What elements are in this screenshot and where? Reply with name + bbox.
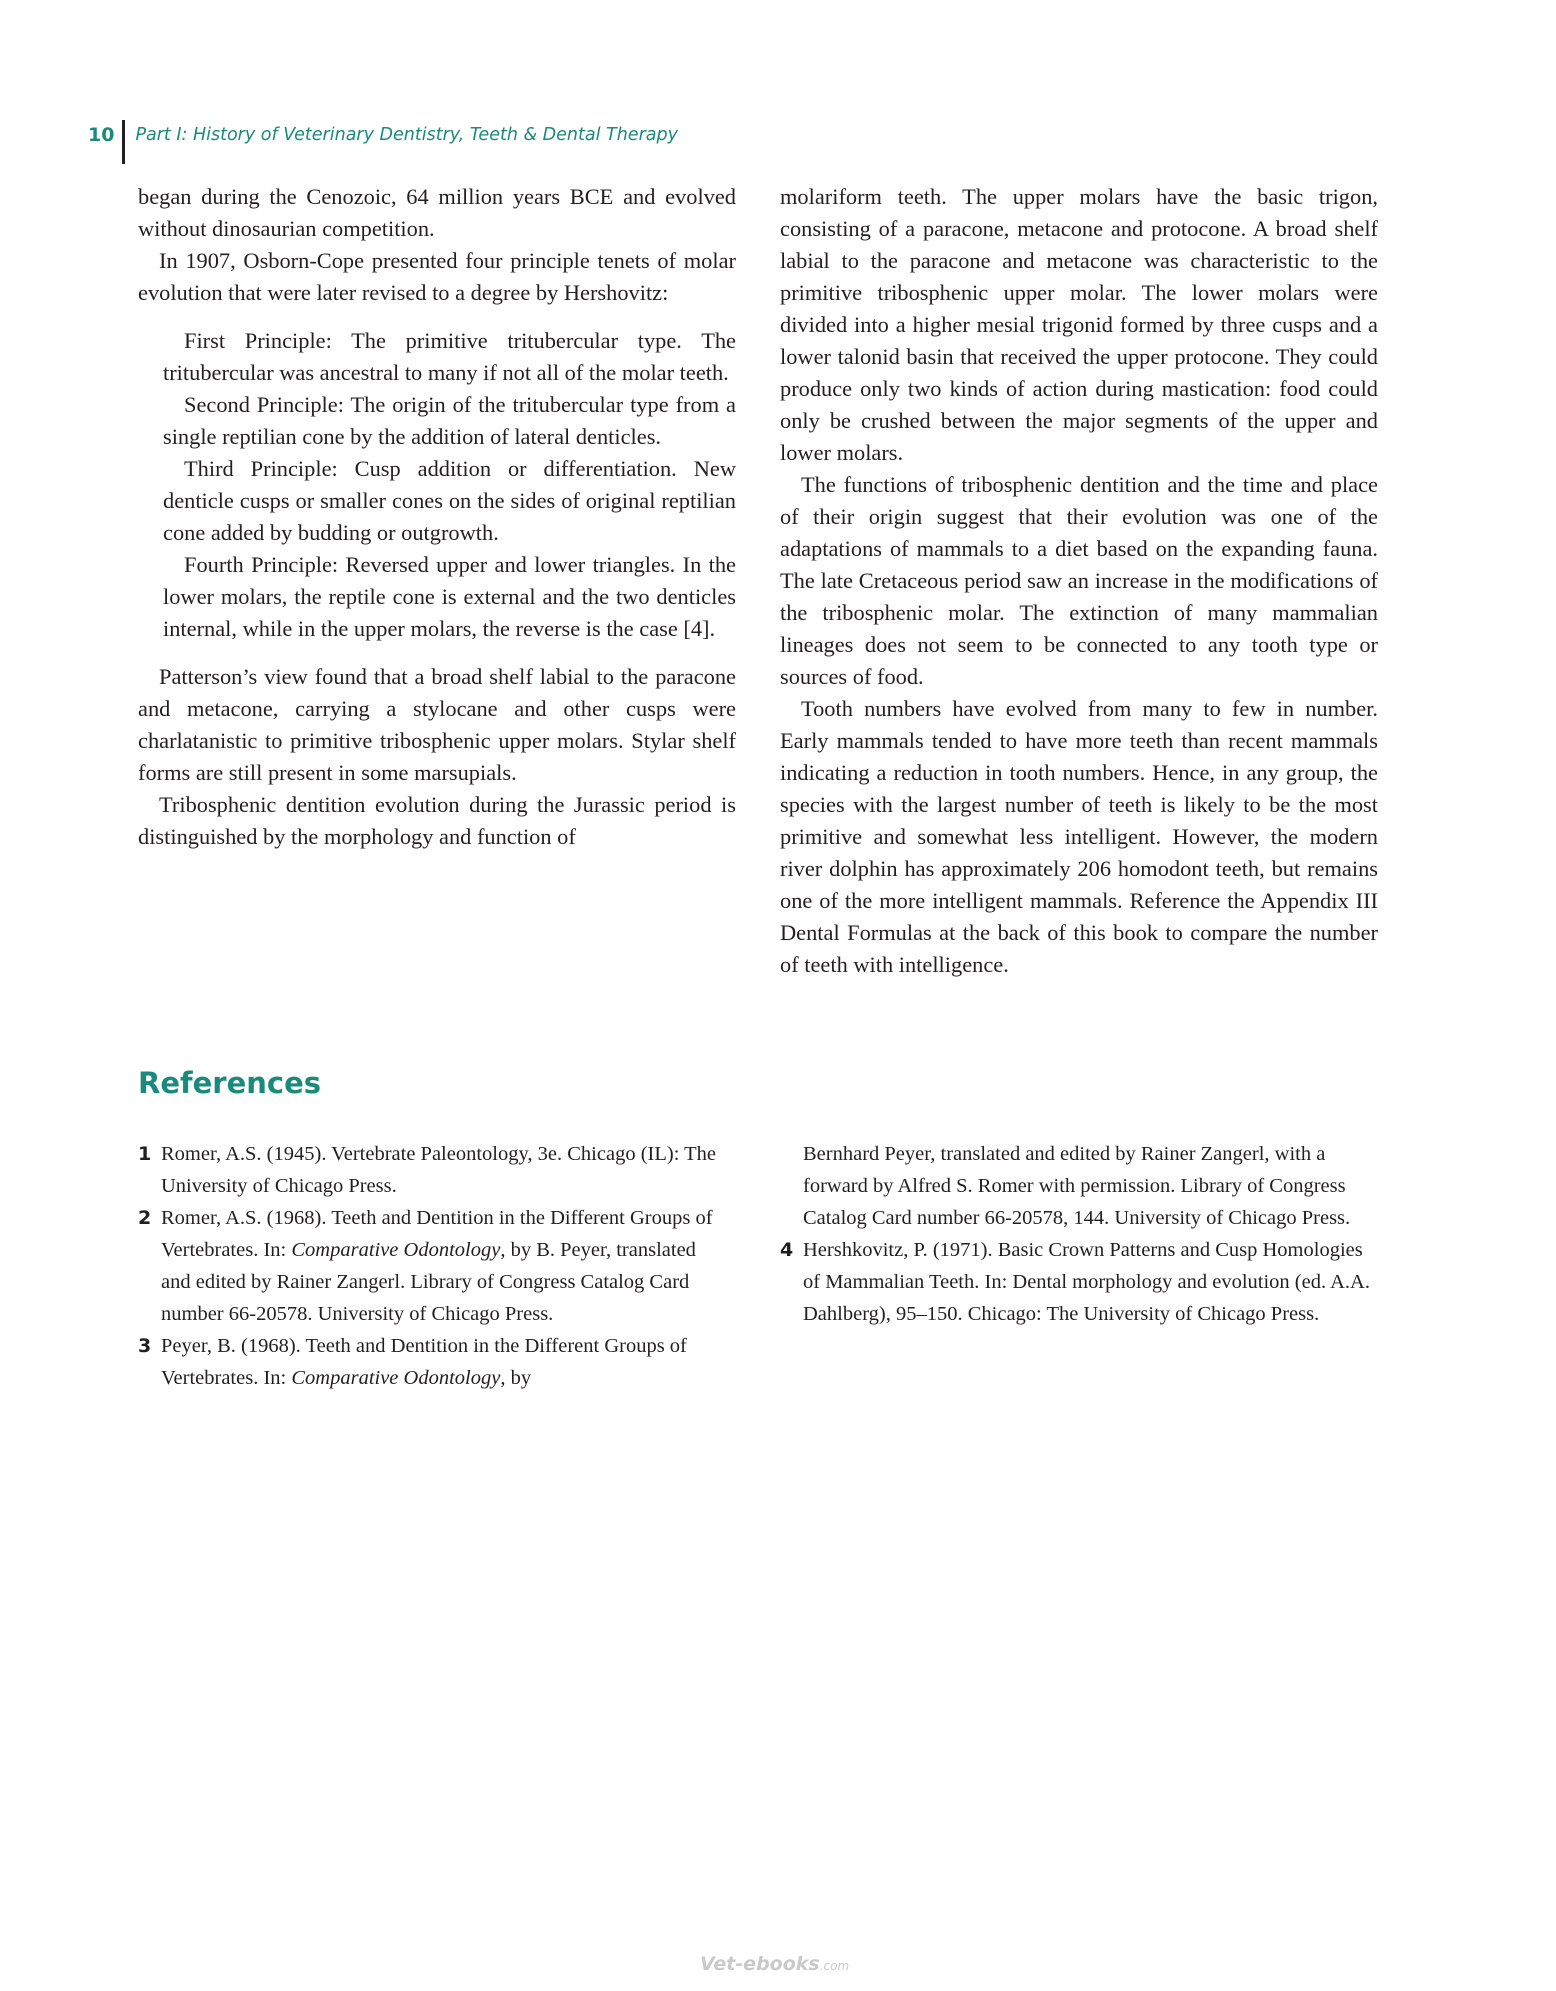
principle-item: Third Principle: Cusp addition or differentiation. New denticle cusps or smaller cones on the sides of original reptilian cone added by budding or outgrowth. bbox=[163, 456, 736, 545]
reference-number: 1 bbox=[138, 1143, 152, 1165]
reference-number: 4 bbox=[780, 1239, 794, 1261]
watermark-name: Vet-ebooks bbox=[700, 1953, 820, 1975]
left-column bbox=[138, 181, 736, 853]
watermark-logo bbox=[700, 1953, 849, 1975]
paragraph: Patterson’s view found that a broad shelf labial to the paracone and metacone, carrying a stylocane and other cusps were charlatanistic to primitive tribosphenic upper molars. Stylar shelf forms are still present in some marsupials. bbox=[138, 664, 736, 785]
header-divider bbox=[122, 120, 125, 164]
paragraph: In 1907, Osborn-Cope presented four principle tenets of molar evolution that were later revised to a degree by Hershovitz: bbox=[138, 248, 736, 305]
reference-text: Romer, A.S. (1945). Vertebrate Paleontology, 3e. Chicago (IL): The University of Chicago Press. bbox=[161, 1143, 717, 1197]
running-title: Part I: History of Veterinary Dentistry, Teeth & Dental Therapy bbox=[135, 125, 678, 145]
watermark-suffix: .com bbox=[819, 1959, 850, 1973]
reference-text: Hershkovitz, P. (1971). Basic Crown Patterns and Cusp Homologies of Mammalian Teeth. In: Dental morphology and evolution (ed. A.A. Dahlberg), 95–150. Chicago: The University of Chicago Press. bbox=[803, 1239, 1370, 1325]
reference-item bbox=[138, 1138, 726, 1202]
paragraph: began during the Cenozoic, 64 million years BCE and evolved without dinosaurian competition. bbox=[138, 184, 736, 241]
reference-item bbox=[138, 1330, 726, 1394]
references-left-column bbox=[138, 1138, 726, 1394]
reference-book-title: Comparative Odontology bbox=[291, 1239, 501, 1261]
references-right-column bbox=[780, 1138, 1370, 1330]
reference-item bbox=[780, 1234, 1370, 1330]
reference-text: Romer, A.S. (1968). Teeth and Dentition in the Different Groups of Vertebrates. In: bbox=[161, 1207, 713, 1261]
reference-text: Peyer, B. (1968). Teeth and Dentition in the Different Groups of Vertebrates. In: bbox=[161, 1335, 687, 1389]
paragraph: molariform teeth. The upper molars have the basic trigon, consisting of a paracone, metacone and protocone. A broad shelf labial to the paracone and metacone was characteristic to the primitive tribosphenic upper molar. The lower molars were divided into a higher mesial trigonid formed by three cusps and a lower talonid basin that received the upper protocone. They could produce only two kinds of action during mastication: food could only be crushed between the major segments of the upper and lower molars. bbox=[780, 184, 1378, 465]
reference-text: , by bbox=[500, 1367, 532, 1389]
reference-text: , by B. Peyer, translated and edited by Rainer Zangerl. Library of Congress Catalog Card number 66-20578. University of Chicago Press. bbox=[161, 1239, 696, 1325]
right-column bbox=[780, 181, 1378, 981]
reference-number: 2 bbox=[138, 1207, 152, 1229]
page-number: 10 bbox=[88, 124, 115, 146]
reference-book-title: Comparative Odontology bbox=[291, 1367, 501, 1389]
paragraph: The functions of tribosphenic dentition and the time and place of their origin suggest that their evolution was one of the adaptations of mammals to a diet based on the expanding fauna. The late Cretaceous period saw an increase in the modifications of the tribosphenic molar. The extinction of many mammalian lineages does not seem to be connected to any tooth type or sources of food. bbox=[780, 472, 1378, 689]
principle-item: Fourth Principle: Reversed upper and lower triangles. In the lower molars, the reptile cone is external and the two denticles internal, while in the upper molars, the reverse is the case [4]. bbox=[163, 552, 736, 641]
principles-list bbox=[138, 325, 736, 645]
page-header bbox=[88, 120, 678, 164]
principle-item: Second Principle: The origin of the tritubercular type from a single reptilian cone by the addition of lateral denticles. bbox=[163, 392, 736, 449]
principle-item: First Principle: The primitive tritubercular type. The tritubercular was ancestral to many if not all of the molar teeth. bbox=[163, 328, 736, 385]
reference-item bbox=[138, 1202, 726, 1330]
paragraph: Tooth numbers have evolved from many to few in number. Early mammals tended to have more teeth than recent mammals indicating a reduction in tooth numbers. Hence, in any group, the species with the largest number of teeth is likely to be the most primitive and somewhat less intelligent. However, the modern river dolphin has approximately 206 homodont teeth, but remains one of the more intelligent mammals. Reference the Appendix III Dental Formulas at the back of this book to compare the number of teeth with intelligence. bbox=[780, 696, 1378, 977]
references-heading: References bbox=[138, 1066, 322, 1100]
reference-number: 3 bbox=[138, 1335, 152, 1357]
reference-continuation: Bernhard Peyer, translated and edited by Rainer Zangerl, with a forward by Alfred S. Romer with permission. Library of Congress Catalog Card number 66-20578, 144. University of Chicago Press. bbox=[803, 1143, 1351, 1229]
paragraph: Tribosphenic dentition evolution during the Jurassic period is distinguished by the morphology and function of bbox=[138, 792, 736, 849]
